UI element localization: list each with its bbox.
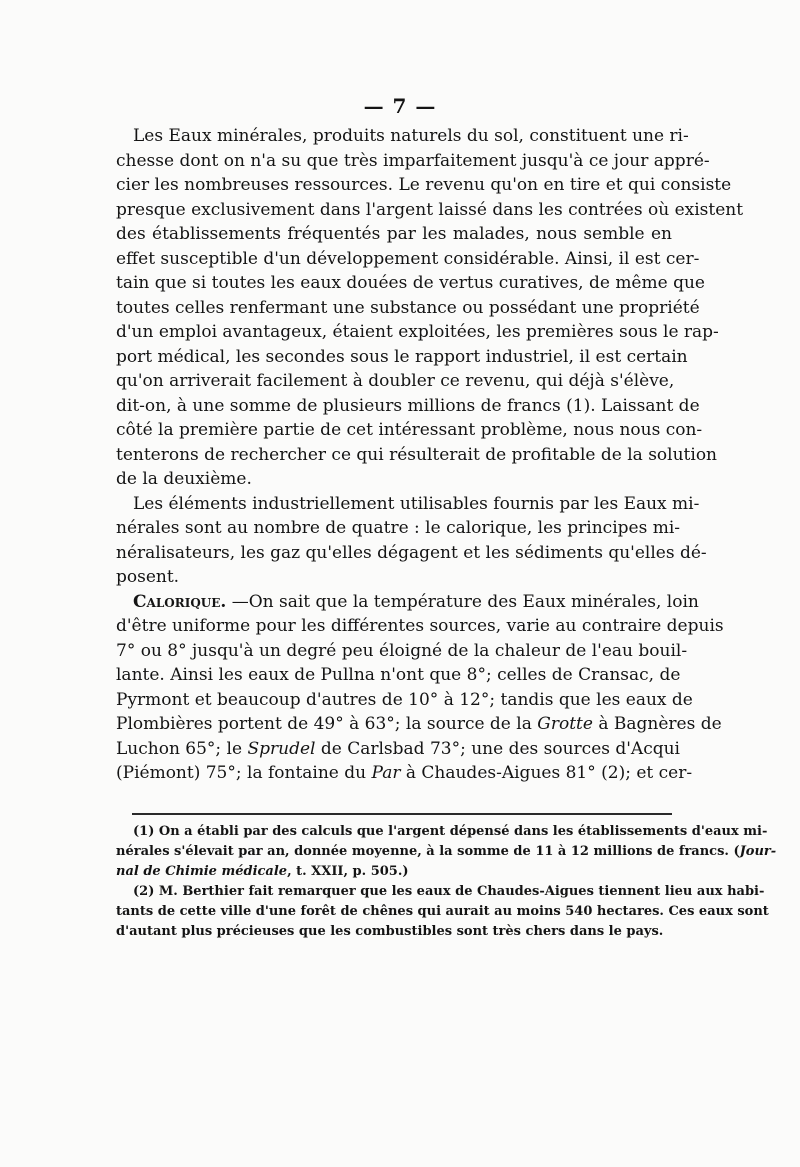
text-line: côté la première partie de cet intéressant problème, nous nous con- <box>116 420 703 440</box>
text-line: cier les nombreuses ressources. Le revenu qu'on en tire et qui consiste <box>116 175 732 195</box>
italic-term: Grotte <box>537 714 593 734</box>
text-line: chesse dont on n'a su que très imparfaitement jusqu'à ce jour appré- <box>116 150 710 171</box>
footnote-line: d'autant plus précieuses que les combustibles sont très chers dans le pays. <box>116 924 664 939</box>
text-line: posent. <box>116 567 180 587</box>
text-line: d'un emploi avantageux, étaient exploitées, les premières sous le rap- <box>116 322 719 342</box>
text-line: presque exclusivement dans l'argent laissé dans les contrées où existent <box>116 199 744 220</box>
footnote-line <box>116 842 777 862</box>
text-line: toutes celles renfermant une substance ou possédant une propriété <box>116 297 700 318</box>
footnote-rule <box>132 813 672 815</box>
text-run: —On sait que la température des Eaux minérales, loin <box>226 591 699 612</box>
page-number: — 7 — <box>363 94 437 118</box>
text-line: Pyrmont et beaucoup d'autres de 10° à 12°; tandis que les eaux de <box>116 689 693 710</box>
text-line: port médical, les secondes sous le rapport industriel, il est certain <box>116 346 688 367</box>
text-line <box>116 761 693 786</box>
text-line: Les Eaux minérales, produits naturels du sol, constituent une ri- <box>133 126 689 146</box>
footnote-line: (1) On a établi par des calculs que l'argent dépensé dans les établissements d'eaux mi- <box>133 824 768 839</box>
text-run: Luchon 65°; le <box>116 738 248 759</box>
text-run: de Carlsbad 73°; une des sources d'Acqui <box>315 738 680 759</box>
text-line: 7° ou 8° jusqu'à un degré peu éloigné de la chaleur de l'eau bouil- <box>116 640 688 661</box>
text-line: de la deuxième. <box>116 469 252 489</box>
text-line <box>116 590 699 615</box>
journal-title: nal de Chimie médicale <box>116 864 288 879</box>
text-run: nérales s'élevait par an, donnée moyenne, à la somme de 11 à 12 millions de francs. ( <box>116 844 740 859</box>
text-line <box>116 712 722 737</box>
text-line: nérales sont au nombre de quatre : le calorique, les principes mi- <box>116 518 681 538</box>
text-line: néralisateurs, les gaz qu'elles dégagent et les sédiments qu'elles dé- <box>116 542 707 563</box>
text-line: tain que si toutes les eaux douées de vertus curatives, de même que <box>116 273 705 293</box>
text-line: tenterons de rechercher ce qui résulterait de profitable de la solution <box>116 444 718 465</box>
text-line <box>116 737 680 762</box>
text-run: à Bagnères de <box>592 714 722 734</box>
italic-term: Sprudel <box>247 738 316 759</box>
footnotes <box>116 822 777 942</box>
text-run: Plombières portent de 49° à 63°; la source de la <box>116 714 538 734</box>
footnote-line: tants de cette ville d'une forêt de chênes qui aurait au moins 540 hectares. Ces eaux sont <box>116 904 769 919</box>
text-run: (Piémont) 75°; la fontaine du <box>116 763 372 783</box>
text-run: à Chaudes-Aigues 81° (2); et cer- <box>400 763 693 783</box>
text-line: dit-on, à une somme de plusieurs millions de francs (1). Laissant de <box>116 395 700 416</box>
italic-term: Par <box>371 763 401 783</box>
main-text <box>116 124 744 786</box>
text-line: des établissements fréquentés par les malades, nous semble en <box>116 224 672 244</box>
text-line: lante. Ainsi les eaux de Pullna n'ont que 8°; celles de Cransac, de <box>116 665 681 685</box>
footnote-line <box>116 862 672 882</box>
text-line: Les éléments industriellement utilisables fournis par les Eaux mi- <box>133 493 700 514</box>
section-heading: Calorique. <box>133 591 227 612</box>
text-line: d'être uniforme pour les différentes sources, varie au contraire depuis <box>116 616 724 636</box>
text-line: qu'on arriverait facilement à doubler ce revenu, qui déjà s'élève, <box>116 371 675 391</box>
text-line: effet susceptible d'un développement considérable. Ainsi, il est cer- <box>116 248 700 269</box>
text-run: , t. XXII, p. 505.) <box>287 864 409 879</box>
footnote-line: (2) M. Berthier fait remarquer que les eaux de Chaudes-Aigues tiennent lieu aux habi- <box>133 884 765 899</box>
journal-title: Jour- <box>739 844 777 859</box>
